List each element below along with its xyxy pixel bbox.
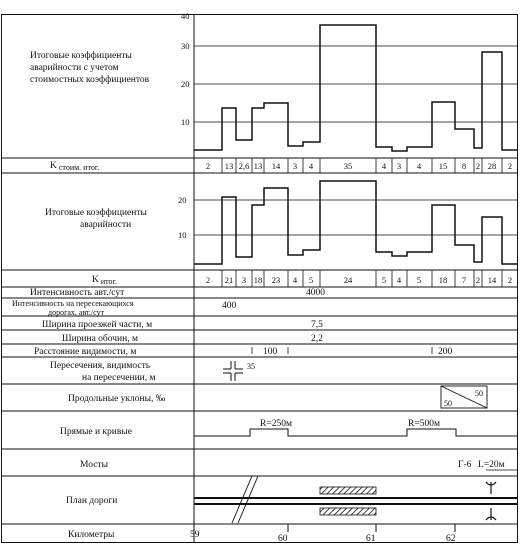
intensity-value: 4000 <box>306 288 325 298</box>
crossing-intensity-value: 400 <box>222 301 237 311</box>
visibility-value-2: 200 <box>438 347 453 357</box>
km-label: Километры <box>68 530 115 540</box>
bridges-label: Мосты <box>80 460 108 470</box>
intensity-label: Интенсивность авт./сут <box>30 288 125 298</box>
top-chart <box>194 25 517 151</box>
curve-radius-2: R=500м <box>408 419 440 429</box>
top-k-value: 8 <box>461 161 467 171</box>
bottom-k-value: 5 <box>308 275 314 285</box>
top-k-value: 4 <box>416 161 422 171</box>
bottom-chart-title-line-1: Итоговые коэффициенты <box>45 208 147 218</box>
bottom-k-value: 5 <box>381 275 387 285</box>
crossing-intensity-label-line-1: Интенсивность на пересекающихся <box>12 299 134 308</box>
top-k-value: 4 <box>381 161 387 171</box>
bottom-k-value: 21 <box>224 275 234 285</box>
curves-label: Прямые и кривые <box>60 427 132 437</box>
km-59: 59 <box>190 530 200 540</box>
bridge-symbol <box>486 482 496 520</box>
top-k-value: 2,6 <box>238 161 250 171</box>
top-chart-title-line-3: стоимостных коэффициентов <box>30 75 150 85</box>
bottom-k-label: K $_{итог.}$ <box>92 275 117 286</box>
top-k-value: 2 <box>475 161 481 171</box>
km-62: 62 <box>446 534 456 544</box>
road-plan <box>194 476 517 523</box>
top-k-value: 3 <box>396 161 402 171</box>
grades-label: Продольные уклоны, ‰ <box>68 394 166 404</box>
visibility-label: Расстояние видимости, м <box>34 347 137 357</box>
top-chart-title-line-2: аварийности с учетом <box>30 63 119 73</box>
grade-value-2: 50 <box>444 399 452 408</box>
bottom-k-value: 5 <box>416 275 422 285</box>
top-chart-title-line-1: Итоговые коэффициенты <box>30 51 132 61</box>
bottom-k-value: 2 <box>507 275 513 285</box>
top-y-tick-10: 10 <box>181 117 190 127</box>
top-k-value: 4 <box>308 161 314 171</box>
top-k-value: 13 <box>253 161 263 171</box>
intersection-visibility-value: 35 <box>247 362 255 371</box>
bottom-k-value: 14 <box>487 275 497 285</box>
km-61: 61 <box>366 534 376 544</box>
bottom-k-value: 23 <box>271 275 281 285</box>
bottom-k-value: 7 <box>461 275 467 285</box>
top-k-value: 15 <box>438 161 448 171</box>
bottom-k-value: 3 <box>241 275 247 285</box>
bottom-y-tick-20: 20 <box>178 195 187 205</box>
top-k-value: 13 <box>224 161 234 171</box>
top-k-value: 35 <box>343 161 353 171</box>
top-k-value: 3 <box>292 161 298 171</box>
curve-radius-1: R=250м <box>260 419 292 429</box>
shoulder-value: 2,2 <box>311 334 323 344</box>
bottom-k-value: 4 <box>396 275 402 285</box>
visibility-value-1: 100 <box>263 347 278 357</box>
bottom-chart <box>194 181 517 264</box>
intersection-icon <box>223 361 243 381</box>
plan-label: План дороги <box>66 496 118 506</box>
intersections-label-line-1: Пересечения, видимость <box>50 361 151 371</box>
bridge-type: Г-6 <box>458 460 472 470</box>
top-k-dividers <box>222 158 502 173</box>
hatched-zone-1 <box>320 487 376 494</box>
top-k-value: 14 <box>271 161 281 171</box>
bottom-k-value: 18 <box>438 275 448 285</box>
bottom-y-tick-10: 10 <box>178 230 187 240</box>
top-y-tick-40: 40 <box>181 11 190 21</box>
crossing-intensity-label-line-2: дорогах, авт./сут <box>48 308 105 317</box>
bottom-k-value: 4 <box>292 275 298 285</box>
top-y-tick-30: 30 <box>181 41 190 51</box>
top-k-label: K $_{стоим. итог.}$ <box>50 161 100 172</box>
bottom-k-dividers <box>222 270 502 287</box>
hatched-zone-2 <box>320 508 376 515</box>
carriageway-label: Ширина проезжей части, м <box>42 320 153 330</box>
grade-value-1: 50 <box>475 389 483 398</box>
bottom-chart-title-line-2: аварийности <box>80 220 132 230</box>
bottom-k-value: 18 <box>253 275 263 285</box>
bottom-k-value: 24 <box>343 275 353 285</box>
shoulder-label: Ширина обочин, м <box>62 334 138 344</box>
visibility-bars <box>252 347 432 354</box>
top-k-value: 2 <box>507 161 513 171</box>
top-k-value: 28 <box>487 161 497 171</box>
km-60: 60 <box>278 534 288 544</box>
carriageway-value: 7,5 <box>311 320 323 330</box>
km-ticks <box>288 524 455 532</box>
top-y-tick-20: 20 <box>181 79 190 89</box>
intersections-label-line-2: на пересечении, м <box>82 373 156 383</box>
curves-line <box>194 429 517 436</box>
top-k-value: 2 <box>205 161 211 171</box>
bottom-chart-step-line <box>194 181 517 264</box>
bottom-k-value: 2 <box>205 275 211 285</box>
bottom-k-value: 2 <box>475 275 481 285</box>
top-chart-step-line <box>194 25 517 151</box>
bridge-length: L=20м <box>478 460 505 470</box>
